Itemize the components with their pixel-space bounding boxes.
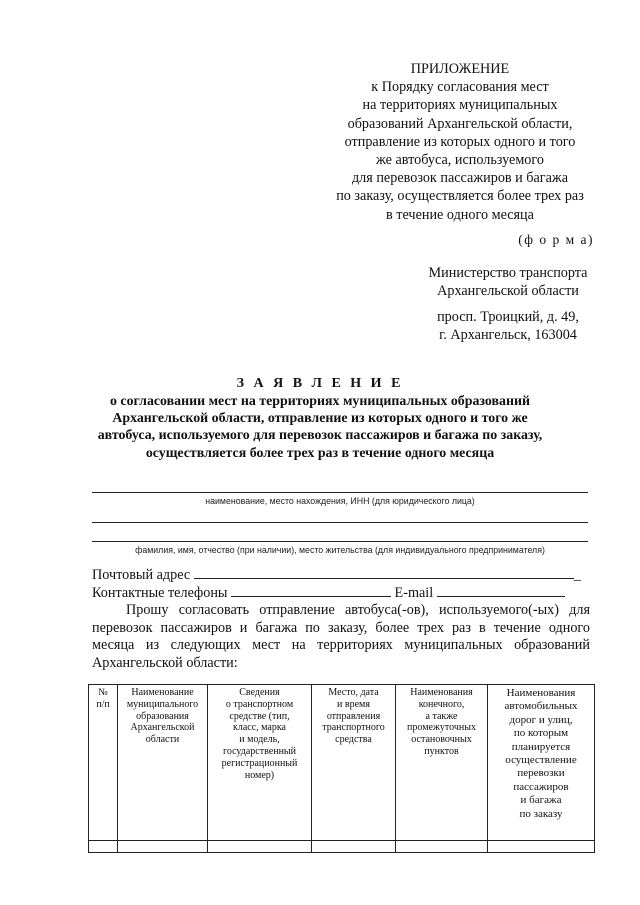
appendix-line: к Порядку согласования мест	[371, 79, 549, 96]
subtitle-line: осуществляется более трех раз в течение одного месяца	[145, 445, 495, 461]
header-municipality: Наименование муниципального образования Архангельской области	[118, 685, 208, 841]
header-stops: Наименования конечного, а также промежуточных остановочных пунктов	[396, 685, 488, 841]
subtitle-line: о согласовании мест на территориях муниципальных образований	[110, 394, 530, 409]
subtitle-line: Архангельской области, отправление из которых одного и того же	[112, 411, 528, 427]
address-line: просп. Троицкий, д. 49,	[437, 309, 579, 325]
appendix-block	[320, 60, 600, 224]
document-subtitle	[70, 393, 570, 462]
appendix-line: отправление из которых одного и того	[344, 133, 576, 150]
postal-address-row	[92, 566, 581, 584]
recipient-line: Архангельской области	[437, 283, 579, 299]
phones-field[interactable]	[231, 584, 391, 597]
request-line: перевозок пассажиров и багажа по заказу, более трех раз в течение одного	[92, 619, 590, 636]
appendix-line: для перевозок пассажиров и багажа	[351, 170, 569, 187]
appendix-line: в течение одного месяца	[386, 206, 534, 223]
form-label: (ф о р м а)	[518, 232, 594, 247]
document-title: З А Я В Л Е Н И Е	[236, 376, 404, 391]
appendix-line: на территориях муниципальных	[362, 97, 558, 114]
recipient-line: Министерство транспорта	[428, 265, 588, 281]
locations-table	[88, 684, 595, 853]
table-cell[interactable]	[89, 841, 118, 853]
header-roads: Наименования автомобильных дорог и улиц, по которым планируется осуществление перевозки пассажиров и багажа по заказу	[488, 685, 595, 841]
address-line: г. Архангельск, 163004	[439, 327, 577, 343]
request-line: Прошу согласовать отправление автобуса(-ов), используемого(-ых) для	[126, 602, 590, 618]
table-cell[interactable]	[208, 841, 312, 853]
header-departure: Место, дата и время отправления транспортного средства	[312, 685, 396, 841]
appendix-line: образований Архангельской области,	[347, 115, 573, 132]
request-paragraph	[92, 602, 590, 672]
header-number: № п/п	[89, 685, 118, 841]
table-row[interactable]	[89, 841, 595, 853]
table-cell[interactable]	[312, 841, 396, 853]
email-label: E-mail	[394, 585, 434, 601]
contacts-row	[92, 584, 565, 602]
legal-entity-caption: наименование, место нахождения, ИНН (для юридического лица)	[205, 496, 475, 506]
postal-address-label: Почтовый адрес	[92, 567, 191, 583]
recipient-name	[410, 264, 606, 300]
header-vehicle: Сведения о транспортном средстве (тип, класс, марка и модель, государственный регистрационный номер)	[208, 685, 312, 841]
table-cell[interactable]	[396, 841, 488, 853]
postal-address-tail: _	[573, 567, 581, 583]
request-line: месяца из следующих мест на территориях муниципальных образований	[92, 637, 590, 654]
individual-line[interactable]	[92, 541, 588, 542]
table-cell[interactable]	[488, 841, 595, 853]
recipient-address	[410, 308, 606, 344]
appendix-line: по заказу, осуществляется более трех раз	[336, 188, 584, 205]
email-field[interactable]	[437, 584, 565, 597]
phones-label: Контактные телефоны	[92, 585, 228, 601]
postal-address-field[interactable]	[194, 566, 574, 579]
request-line: Архангельской области:	[92, 654, 238, 671]
applicant-extra-line[interactable]	[92, 522, 588, 523]
table-cell[interactable]	[118, 841, 208, 853]
subtitle-line: автобуса, используемого для перевозок пассажиров и багажа по заказу,	[97, 428, 543, 444]
appendix-line: ПРИЛОЖЕНИЕ	[410, 61, 510, 77]
appendix-line: же автобуса, используемого	[376, 152, 544, 169]
table-header-row	[89, 685, 595, 841]
individual-caption: фамилия, имя, отчество (при наличии), место жительства (для индивидуального предпринимателя)	[135, 545, 545, 555]
legal-entity-line[interactable]	[92, 492, 588, 493]
